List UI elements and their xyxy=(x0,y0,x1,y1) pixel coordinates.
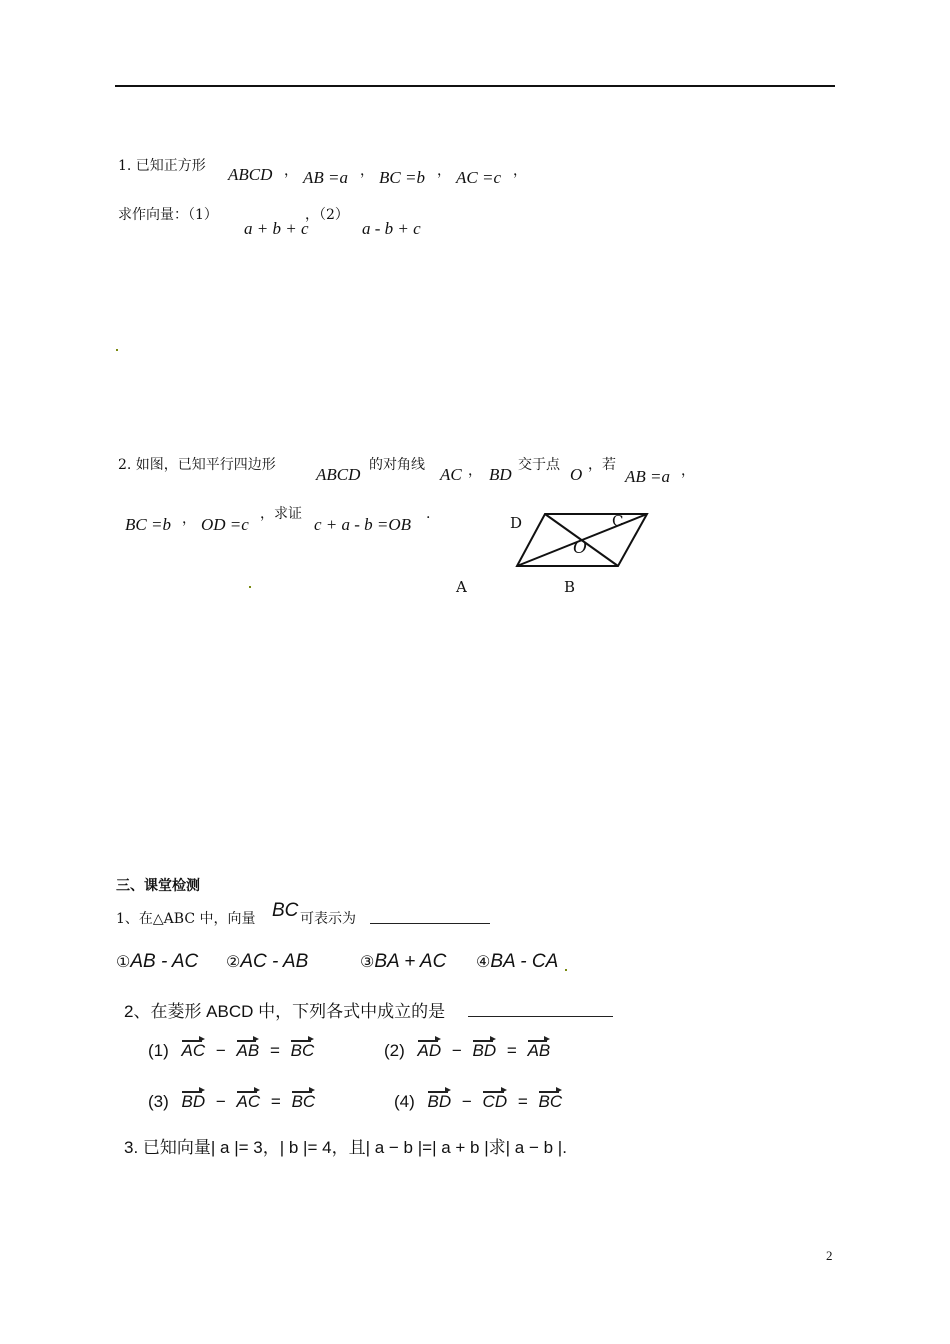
vertex-label-b: B xyxy=(564,578,576,596)
answer-blank[interactable] xyxy=(370,907,490,924)
diagonal-bd: BD xyxy=(489,465,512,484)
vector-bc: BC =b xyxy=(125,515,171,534)
option-expression: AC - AB xyxy=(240,951,309,972)
option-expression: BA - CA xyxy=(490,951,559,972)
task-separator: ，（2） xyxy=(305,207,349,223)
vector-term: AC xyxy=(236,1092,261,1111)
vector-term: BD xyxy=(472,1041,497,1060)
vector-term: AC xyxy=(181,1041,206,1060)
question-2-item-1 xyxy=(148,1041,314,1061)
vector-term: CD xyxy=(482,1092,508,1111)
option-number: ② xyxy=(226,952,241,971)
question-1-option-4 xyxy=(476,951,558,973)
equals-sign: = xyxy=(270,1092,281,1111)
problem-1-task: 求作向量：（1） xyxy=(118,207,218,223)
vector-ab: AB =a xyxy=(303,168,348,187)
question-1-option-3 xyxy=(360,951,446,973)
comma: ， xyxy=(468,463,482,479)
operator: − xyxy=(461,1092,472,1111)
question-2-item-3 xyxy=(148,1092,315,1112)
question-3-lead: 3. 已知向量 xyxy=(124,1138,211,1157)
operator: − xyxy=(451,1041,462,1060)
option-number: ① xyxy=(116,952,131,971)
stray-mark xyxy=(116,349,118,351)
question-3 xyxy=(124,1133,567,1158)
header-rule xyxy=(115,85,835,87)
operator: − xyxy=(215,1092,226,1111)
equals-sign: = xyxy=(517,1092,528,1111)
problem-1-label: 1. 已知正方形 xyxy=(118,158,206,174)
option-number: ④ xyxy=(476,952,491,971)
question-2-item-2 xyxy=(384,1041,550,1061)
vector-term: BD xyxy=(427,1092,452,1111)
problem-2-text: ，若 xyxy=(588,457,616,473)
vector-term: AB xyxy=(527,1041,551,1060)
vertex-label-c: C xyxy=(612,512,624,530)
vector-bc-label: BC xyxy=(272,900,299,921)
vector-ab: AB =a xyxy=(625,467,670,486)
proof-expression: c + a - b =OB xyxy=(314,515,412,534)
vector-term: BC xyxy=(291,1092,316,1111)
vector-term: AB xyxy=(236,1041,260,1060)
comma: ， xyxy=(182,511,196,527)
option-expression: AB - AC xyxy=(130,951,199,972)
expression-2: a - b + c xyxy=(362,219,421,238)
point-o: O xyxy=(570,465,583,484)
section-title: 三、课堂检测 xyxy=(116,878,200,894)
operator: − xyxy=(215,1041,226,1060)
vector-term: BC xyxy=(538,1092,563,1111)
item-number: (1) xyxy=(148,1041,169,1060)
option-expression: BA + AC xyxy=(374,951,447,972)
item-number: (4) xyxy=(394,1092,415,1111)
question-1-option-2 xyxy=(226,951,308,973)
question-2-item-4 xyxy=(394,1092,562,1112)
center-label-o: O xyxy=(573,538,587,558)
stray-mark xyxy=(565,969,567,971)
question-1-text: 可表示为 xyxy=(300,911,356,927)
vector-od: OD =c xyxy=(201,515,249,534)
item-number: (2) xyxy=(384,1041,405,1060)
equals-sign: = xyxy=(506,1041,517,1060)
equals-sign: = xyxy=(269,1041,280,1060)
vertex-label-d: D xyxy=(510,514,523,532)
square-name: ABCD xyxy=(228,165,273,184)
item-number: (3) xyxy=(148,1092,169,1111)
answer-blank[interactable] xyxy=(468,1000,613,1017)
vector-bc: BC =b xyxy=(379,168,425,187)
vertex-label-a: A xyxy=(456,578,467,596)
question-1-option-1 xyxy=(116,951,198,973)
comma: ， xyxy=(360,163,374,179)
comma: ， xyxy=(284,163,298,179)
parallelogram-name: ABCD xyxy=(316,465,361,484)
problem-2-text: ，求证 xyxy=(260,506,302,522)
option-number: ③ xyxy=(360,952,375,971)
problem-2-text: 的对角线 xyxy=(369,457,425,473)
question-1-text: 1、在△ABC 中，向量 xyxy=(116,911,256,927)
comma: ， xyxy=(681,463,695,479)
vector-term: BD xyxy=(181,1092,206,1111)
vector-term: BC xyxy=(290,1041,315,1060)
comma: ， xyxy=(513,163,527,179)
vector-ac: AC =c xyxy=(456,168,501,187)
vector-term: AD xyxy=(417,1041,442,1060)
page-number: 2 xyxy=(826,1248,833,1263)
question-3-expression: | a |= 3，| b |= 4，且| a − b |=| a + b |求| a − b |. xyxy=(210,1138,567,1157)
problem-2-label: 2. 如图，已知平行四边形 xyxy=(118,457,276,473)
problem-2-text: 交于点 xyxy=(518,457,560,473)
comma: ， xyxy=(437,163,451,179)
period: . xyxy=(426,506,431,522)
question-2-text: 2、在菱形 ABCD 中，下列各式中成立的是 xyxy=(124,1002,446,1021)
diagonal-ac: AC xyxy=(440,465,462,484)
stray-mark xyxy=(249,586,251,588)
expression-1: a + b + c xyxy=(244,219,309,238)
